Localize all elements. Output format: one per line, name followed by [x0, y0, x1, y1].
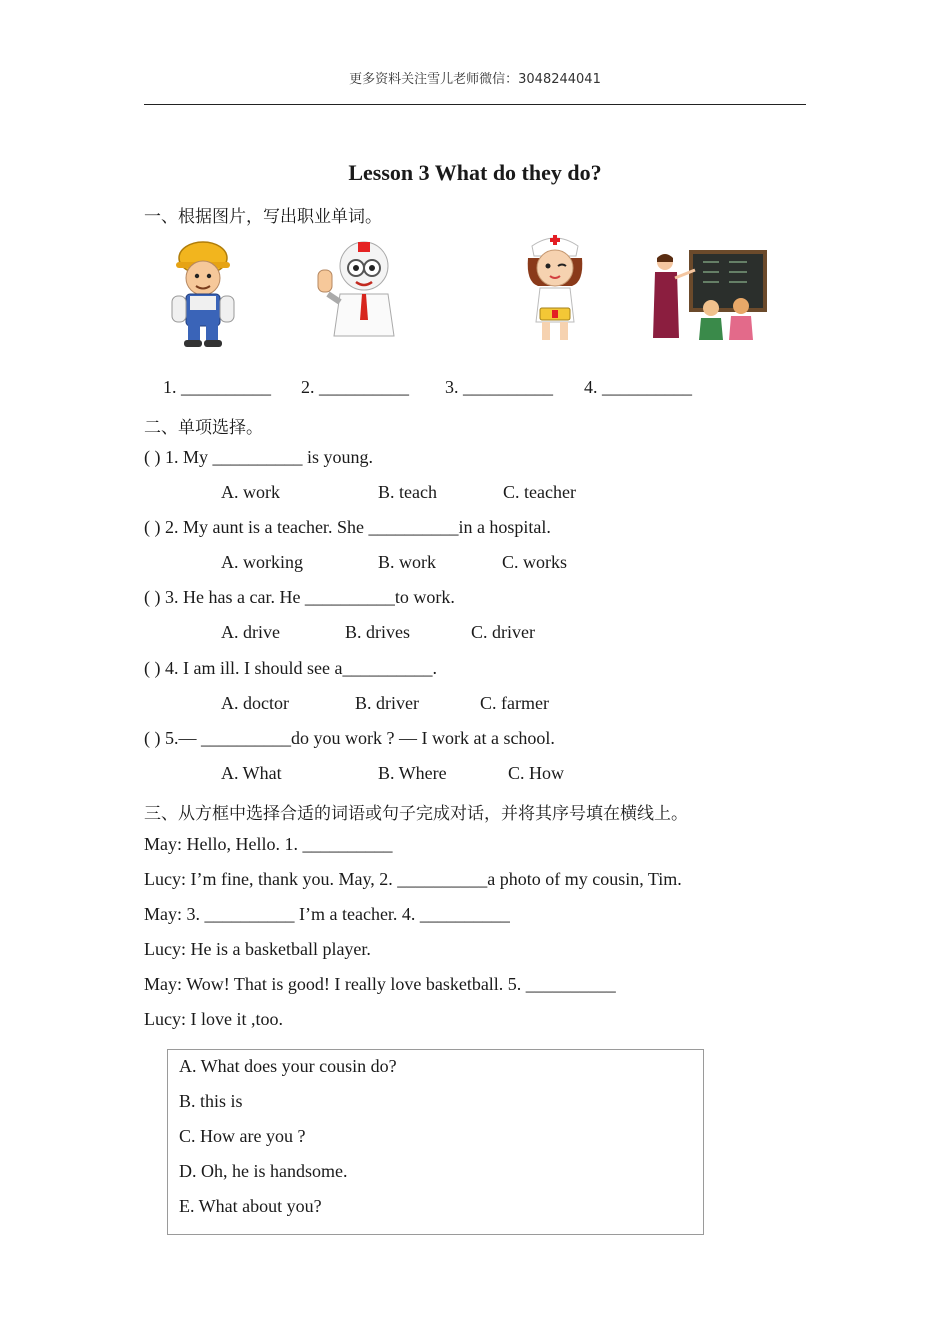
question-1-option-b[interactable]: B. teach	[378, 482, 437, 502]
question-2: ( ) 2. My aunt is a teacher. She __________in a hospital.	[144, 517, 551, 537]
question-5-option-c[interactable]: C. How	[508, 763, 565, 783]
question-5-option-b[interactable]: B. Where	[378, 763, 447, 783]
page-header: 更多资料关注雪儿老师微信：3048244041	[349, 72, 601, 87]
question-5-option-a[interactable]: A. What	[221, 763, 282, 783]
question-1-option-a[interactable]: A. work	[221, 482, 280, 502]
dialogue-line-4: Lucy: He is a basketball player.	[144, 939, 371, 959]
choice-a: A. What does your cousin do?	[179, 1056, 397, 1076]
question-2-option-c[interactable]: C. works	[502, 552, 568, 572]
choice-e: E. What about you?	[179, 1196, 322, 1216]
dialogue-line-5: May: Wow! That is good! I really love basketball. 5. __________	[144, 974, 616, 994]
picture-answer-blank-4[interactable]: 4. __________	[584, 377, 692, 397]
nurse-icon	[512, 226, 598, 346]
doctor-icon	[312, 236, 408, 344]
dialogue-line-6: Lucy: I love it ,too.	[144, 1009, 283, 1029]
question-5: ( ) 5.— __________do you work ? — I work at a school.	[144, 728, 555, 748]
construction-worker-icon	[162, 236, 244, 350]
picture-answer-blank-1[interactable]: 1. __________	[163, 377, 271, 397]
question-4-option-b[interactable]: B. driver	[355, 693, 419, 713]
question-4-option-a[interactable]: A. doctor	[221, 693, 289, 713]
header-divider	[144, 104, 806, 105]
question-1-option-c[interactable]: C. teacher	[503, 482, 576, 502]
dialogue-line-3: May: 3. __________ I’m a teacher. 4. __________	[144, 904, 510, 924]
choice-c: C. How are you ?	[179, 1126, 306, 1146]
section2-heading: 二、单项选择。	[144, 418, 263, 438]
section3-heading: 三、从方框中选择合适的词语或句子完成对话，并将其序号填在横线上。	[144, 804, 688, 824]
question-1: ( ) 1. My __________ is young.	[144, 447, 373, 467]
picture-answer-blank-2[interactable]: 2. __________	[301, 377, 409, 397]
question-3-option-b[interactable]: B. drives	[345, 622, 410, 642]
question-4: ( ) 4. I am ill. I should see a__________.	[144, 658, 437, 678]
choice-d: D. Oh, he is handsome.	[179, 1161, 348, 1181]
section1-heading: 一、根据图片，写出职业单词。	[144, 207, 382, 227]
question-2-option-a[interactable]: A. working	[221, 552, 303, 572]
question-4-option-c[interactable]: C. farmer	[480, 693, 549, 713]
question-2-option-b[interactable]: B. work	[378, 552, 436, 572]
choice-b: B. this is	[179, 1091, 243, 1111]
question-3-option-c[interactable]: C. driver	[471, 622, 535, 642]
picture-answer-blank-3[interactable]: 3. __________	[445, 377, 553, 397]
dialogue-line-1: May: Hello, Hello. 1. __________	[144, 834, 393, 854]
question-3-option-a[interactable]: A. drive	[221, 622, 280, 642]
teacher-icon	[653, 248, 769, 340]
dialogue-line-2: Lucy: I’m fine, thank you. May, 2. __________a photo of my cousin, Tim.	[144, 869, 682, 889]
page-title: Lesson 3 What do they do?	[348, 160, 602, 185]
question-3: ( ) 3. He has a car. He __________to work.	[144, 587, 455, 607]
